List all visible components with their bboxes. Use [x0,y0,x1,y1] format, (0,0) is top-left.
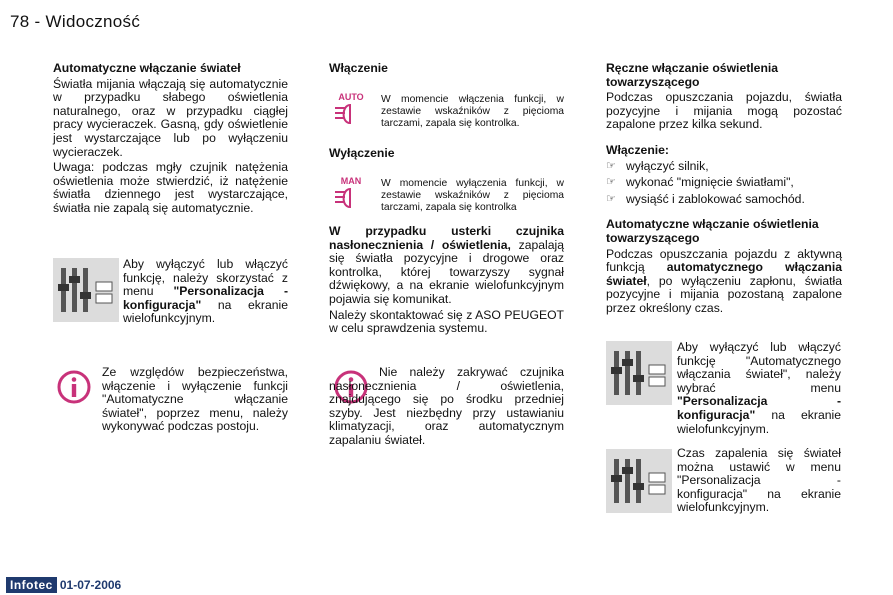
steps-list [606,160,842,207]
auto-guide-text: Podczas opuszczania pojazdu z aktywną funkcją automatycznego włączania świateł, po wyłączeniu zapłonu, światła pozycyjne i mijania pozostaną zapalone przez określony czas. [606,246,842,315]
pointing-hand-icon: ☞ [606,176,616,189]
column-2 [329,62,564,78]
heading-switch-on: Włączenie [329,61,388,75]
manual-guide-text: Podczas opuszczania pojazdu, światła pozycyjne i mijania mogą pozostać zapalone przez kilka sekund. [606,90,842,132]
settings-sliders-icon [606,341,672,405]
footer-date: 01-07-2006 [59,578,122,592]
switch-off-text: W momencie wyłączenia funkcji, w zestawie wskaźników z pięcioma tarczami, zapala się kontrolka [381,178,564,213]
list-item: ☞ wyłączyć silnik, [606,158,709,173]
menu-instruction-3: Czas zapalenia się świateł można ustawić w menu "Personalizacja - konfiguracja" na ekranie wielofunkcyjnym. [677,446,841,515]
sensor-fault-text: W przypadku usterki czujnika nasłonecznienia / oświetlenia, zapalają się światła pozycyjne i drogowe oraz kontrolka, której towarzyszy sygnał dźwiękowy, a na ekranie wielofunkcyjnym pojawia się komunikat. [329,224,564,306]
safety-info: Ze względów bezpieczeństwa, włączenie i wyłączenie funkcji "Automatyczne włączanie świateł", poprzez menu, należy wykonywać podczas postoju. [102,365,288,434]
list-item: ☞ wykonać "mignięcie światłami", [606,175,794,190]
infotec-logo: Infotec [6,577,57,593]
pointing-hand-icon: ☞ [606,159,616,172]
heading-auto-guide-me-home: Automatyczne włączanie oświetlenia towarzyszącego [606,217,819,245]
info-icon [57,370,91,404]
switch-on-text: W momencie włączenia funkcji, w zestawie wskaźników z pięcioma tarczami, zapala się kontrolka. [381,94,564,129]
aso-text: Należy skontaktować się z ASO PEUGEOT w celu sprawdzenia systemu. [329,307,564,336]
fog-note: Uwaga: podczas mgły czujnik natężenia oświetlenia może stwierdzić, iż natężenie światła dziennego jest wystarczające, światła nie zapalą się automatycznie. [53,160,288,215]
page-title: 78 - Widoczność [10,12,141,31]
sensor-fault-section [329,225,564,338]
settings-sliders-icon [606,449,672,513]
heading-manual-guide-me-home: Ręczne włączanie oświetlenia towarzyszącego [606,61,779,89]
man-headlamp-icon: MAN [332,176,370,212]
menu-instruction-1: Aby wyłączyć lub włączyć funkcję, należy skorzystać z menu "Personalizacja - konfiguracja" na ekranie wielofunkcyjnym. [123,257,288,326]
footer [6,577,121,593]
column-1 [53,62,288,218]
heading-switch-on-manual: Włączenie: [606,142,669,157]
list-item: ☞ wysiąść i zablokować samochód. [606,191,805,206]
sensor-info: Nie należy zakrywać czujnika nasłonecznienia / oświetlenia, znajdującego się po środku przedniej szyby. Jest niezbędny przy ustawianiu klimatyzacji, oraz automatycznym zapalaniu świateł. [329,365,564,447]
heading-switch-off: Wyłączenie [329,146,395,160]
column-3 [606,62,842,318]
auto-headlamp-icon: AUTO [332,92,370,128]
pointing-hand-icon: ☞ [606,192,616,205]
auto-lights-description: Światła mijania włączają się automatycznie w przypadku słabego oświetlenia naturalnego, oraz w przypadku ciągłej pracy wycieraczek. Gasną, gdy oświetlenie jest wystarczające lub po wyłączeniu wycieraczek. [53,76,288,159]
heading-switch-off-wrap [329,147,564,163]
section-heading-auto-lights: Automatyczne włączanie świateł [53,61,241,75]
menu-instruction-2: Aby wyłączyć lub włączyć funkcję "Automatycznego włączania świateł", należy wybrać menu "Personalizacja - konfiguracja" na ekranie wielofunkcyjnym. [677,340,841,436]
settings-sliders-icon [53,258,119,322]
